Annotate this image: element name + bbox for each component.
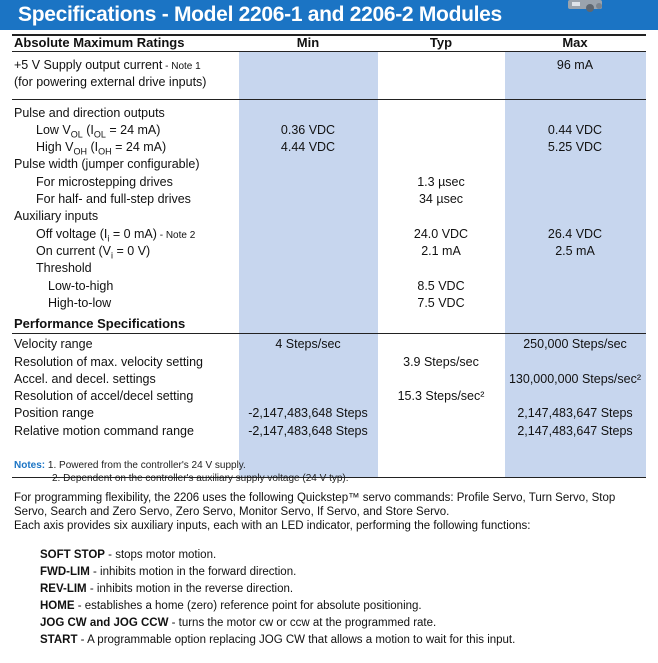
note-2: 2. Dependent on the controller's auxiliary supply voltage (24 V typ). [52,473,349,484]
notes [14,459,349,485]
header-max: Max [562,35,588,50]
header-min: Min [296,35,320,50]
supply-label: +5 V Supply output current - Note 1 [14,58,201,72]
feature-item: START - A programmable option replacing JOG CW that allows a motion to wait for this input. [40,634,516,646]
perf-row-max: 250,000 Steps/sec [523,337,627,351]
header-parameter: Absolute Maximum Ratings [14,35,185,50]
pulse-low-min: 0.36 VDC [280,123,336,137]
feature-item: FWD-LIM - inhibits motion in the forward direction. [40,566,297,578]
supply-max: 96 mA [556,58,594,72]
device-module-icon [566,0,606,14]
perf-row-max: 2,147,483,647 Steps [517,406,633,420]
aux-highlow-typ: 7.5 VDC [417,296,465,310]
perf-row-min: 4 Steps/sec [275,337,341,351]
title-bar [0,0,658,30]
perf-row-typ: 15.3 Steps/sec² [397,389,485,403]
commands-paragraph: For programming flexibility, the 2206 uses the following Quickstep™ servo commands: Profile Servo, Turn Servo, Stop Servo, Search and Zero Servo, Zero Servo, Monitor Servo, If Servo, and Store Servo. [14,492,616,518]
perf-row-min: -2,147,483,648 Steps [248,406,368,420]
pulse-low-max: 0.44 VDC [547,123,603,137]
width-micro-typ: 1.3 µsec [417,175,465,189]
aux-lowhigh-typ: 8.5 VDC [417,279,465,293]
aux-lowhigh-label: Low-to-high [48,279,114,293]
perf-row-label: Relative motion command range [14,424,194,438]
notes-label: Notes: [14,460,46,471]
perf-heading: Performance Specifications [14,316,186,331]
aux-on-typ: 2.1 mA [421,244,461,258]
page-title: Specifications - Model 2206-1 and 2206-2 Modules [18,3,502,26]
pulse-high-label: High $V_{OH}$ ($I_{OH} = 24$ mA) [36,140,167,157]
perf-row-label: Velocity range [14,337,93,351]
aux-highlow-label: High-to-low [48,296,112,310]
perf-row-label: Accel. and decel. settings [14,372,156,386]
feature-item: SOFT STOP - stops motor motion. [40,549,217,561]
feature-item: JOG CW and JOG CCW - turns the motor cw or ccw at the programmed rate. [40,617,437,629]
aux-heading: Auxiliary inputs [14,209,99,223]
feature-item: HOME - establishes a home (zero) reference point for absolute positioning. [40,600,422,612]
aux-off-max: 26.4 VDC [547,227,603,241]
aux-off-typ: 24.0 VDC [413,227,469,241]
perf-row-label: Position range [14,406,94,420]
perf-row-max: 130,000,000 Steps/sec² [508,372,642,386]
supply-label-sub: (for powering external drive inputs) [14,75,207,89]
pulse-heading: Pulse and direction outputs [14,106,165,120]
pulse-high-min: 4.44 VDC [280,140,336,154]
perf-row-min: -2,147,483,648 Steps [248,424,368,438]
width-heading: Pulse width (jumper configurable) [14,157,200,171]
pulse-high-max: 5.25 VDC [547,140,603,154]
width-half-typ: 34 µsec [418,192,464,206]
pulse-low-label: Low $V_{OL}$ ($I_{OL} = 24$ mA) [36,123,161,140]
perf-row-typ: 3.9 Steps/sec [403,355,479,369]
aux-threshold-label: Threshold [36,261,92,275]
aux-on-label: On current ($V_i = 0$ V) [36,244,151,261]
aux-inputs-paragraph: Each axis provides six auxiliary inputs, each with an LED indicator, performing the following functions: [14,520,531,532]
aux-on-max: 2.5 mA [555,244,595,258]
perf-row-label: Resolution of max. velocity setting [14,355,203,369]
feature-item: REV-LIM - inhibits motion in the reverse direction. [40,583,294,595]
width-micro-label: For microstepping drives [36,175,173,189]
note-1: 1. Powered from the controller's 24 V supply. [47,460,246,471]
aux-off-label: Off voltage ($I_i = 0$ mA) - Note 2 [36,227,196,244]
width-half-label: For half- and full-step drives [36,192,191,206]
perf-row-label: Resolution of accel/decel setting [14,389,194,403]
perf-row-max: 2,147,483,647 Steps [517,424,633,438]
header-typ: Typ [429,35,453,50]
